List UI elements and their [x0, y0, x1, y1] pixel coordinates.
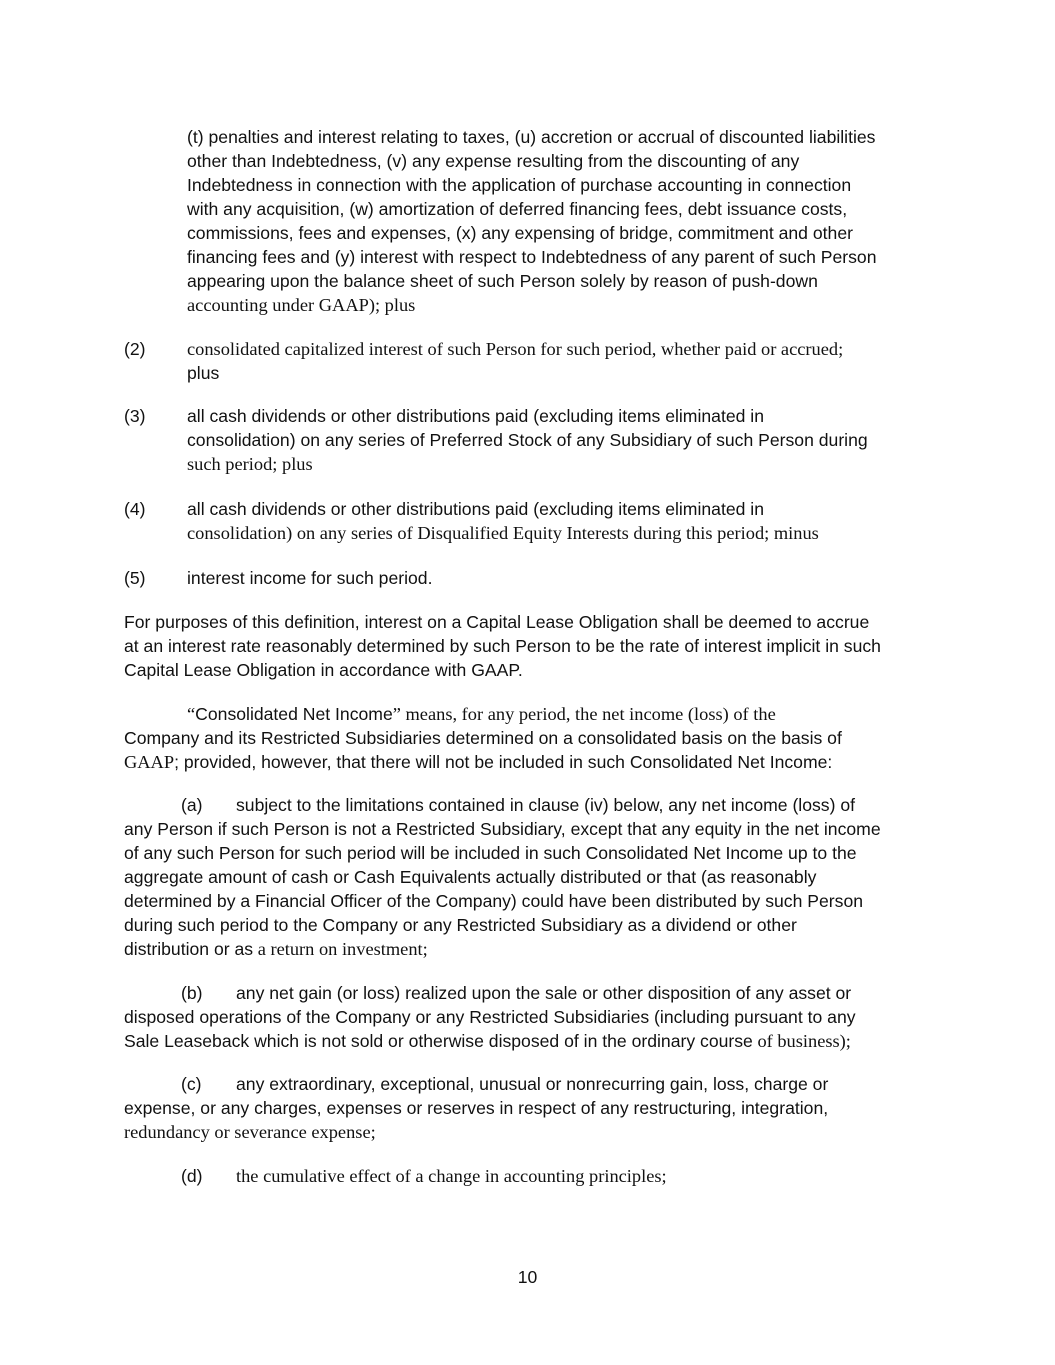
- definition-line: Company and its Restricted Subsidiaries determined on a consolidated basis on the basis of: [124, 728, 842, 748]
- clause-text: a return on investment;: [253, 939, 428, 959]
- definition-text: GAAP: [124, 752, 175, 772]
- defined-term: Consolidated Net Income: [195, 704, 393, 724]
- paragraph-line: financing fees and (y) interest with respect to Indebtedness of any parent of such Person: [187, 247, 877, 267]
- item-line: all cash dividends or other distributions paid (excluding items eliminated in: [187, 406, 764, 426]
- clause-label: (c): [181, 1074, 202, 1094]
- paragraph-line: with any acquisition, (w) amortization of deferred financing fees, debt issuance costs,: [187, 199, 848, 219]
- item-number: (2): [124, 339, 146, 359]
- definition-line: [124, 702, 842, 726]
- item-line: such period; plus: [187, 454, 313, 474]
- clause-line: [124, 937, 881, 961]
- clause-line: any Person if such Person is not a Restricted Subsidiary, except that any equity in the net income: [124, 819, 881, 839]
- clause-line: during such period to the Company or any Restricted Subsidiary as a dividend or other: [124, 915, 797, 935]
- list-item: [187, 404, 868, 476]
- definition-text: ; provided, however, that there will not be included in such Consolidated Net Income:: [174, 752, 833, 772]
- paragraph-line: commissions, fees and expenses, (x) any expensing of bridge, commitment and other: [187, 223, 853, 243]
- paragraph-line: (t) penalties and interest relating to taxes, (u) accretion or accrual of discounted liabilities: [187, 127, 876, 147]
- clause-text: the cumulative effect of a change in accounting principles;: [236, 1166, 667, 1186]
- clause-text: any extraordinary, exceptional, unusual or nonrecurring gain, loss, charge or: [236, 1074, 829, 1094]
- clause-a: [124, 793, 881, 961]
- paragraph-line: appearing upon the balance sheet of such Person solely by reason of push-down: [187, 271, 818, 291]
- definition-text: ” means, for any period, the net income (loss) of the: [392, 704, 776, 724]
- purposes-paragraph: [124, 610, 881, 682]
- clause-b: [124, 981, 856, 1053]
- definition-line: [124, 750, 842, 774]
- paragraph-line: For purposes of this definition, interest on a Capital Lease Obligation shall be deemed to accrue: [124, 612, 870, 632]
- clause-c: [124, 1072, 828, 1144]
- paragraph-line: at an interest rate reasonably determined by such Person to be the rate of interest implicit in such: [124, 636, 881, 656]
- clause-line: determined by a Financial Officer of the Company) could have been distributed by such Person: [124, 891, 864, 911]
- clause-line: expense, or any charges, expenses or reserves in respect of any restructuring, integration,: [124, 1098, 829, 1118]
- clause-text: Sale Leaseback which is not sold or otherwise disposed of in the ordinary course: [124, 1031, 753, 1051]
- clause-line: [124, 981, 856, 1005]
- clause-text: distribution or as: [124, 939, 254, 959]
- clause-line: [124, 1029, 856, 1053]
- continuation-paragraph: [187, 125, 877, 317]
- clause-label: (d): [181, 1166, 203, 1186]
- list-item: [187, 566, 432, 590]
- page-number: 10: [517, 1267, 538, 1287]
- item-line: consolidation) on any series of Preferred Stock of any Subsidiary of such Person during: [187, 430, 868, 450]
- clause-label: (b): [181, 983, 203, 1003]
- clause-d: [124, 1164, 667, 1188]
- definition-paragraph: [124, 702, 842, 774]
- paragraph-line: Capital Lease Obligation in accordance with GAAP.: [124, 660, 523, 680]
- list-item: [187, 337, 843, 385]
- clause-label: (a): [181, 795, 203, 815]
- clause-line: [124, 1072, 828, 1096]
- paragraph-line: Indebtedness in connection with the application of purchase accounting in connection: [187, 175, 852, 195]
- list-item: [187, 497, 819, 545]
- item-line: consolidation) on any series of Disqualified Equity Interests during this period; minus: [187, 523, 819, 543]
- open-quote: “: [187, 704, 196, 724]
- item-line: plus: [187, 363, 220, 383]
- item-number: (3): [124, 406, 146, 426]
- clause-line: redundancy or severance expense;: [124, 1122, 376, 1142]
- clause-line: [124, 793, 881, 817]
- clause-line: [124, 1164, 667, 1188]
- paragraph-line: accounting under GAAP); plus: [187, 295, 416, 315]
- item-line: consolidated capitalized interest of such Person for such period, whether paid or accrued;: [187, 339, 844, 359]
- clause-text: of business);: [752, 1031, 851, 1051]
- item-line: interest income for such period.: [187, 568, 433, 588]
- clause-line: of any such Person for such period will be included in such Consolidated Net Income up to the: [124, 843, 857, 863]
- clause-line: aggregate amount of cash or Cash Equivalents actually distributed or that (as reasonably: [124, 867, 817, 887]
- clause-text: any net gain (or loss) realized upon the sale or other disposition of any asset or: [236, 983, 852, 1003]
- clause-text: subject to the limitations contained in clause (iv) below, any net income (loss) of: [236, 795, 856, 815]
- item-number: (5): [124, 568, 146, 588]
- clause-line: disposed operations of the Company or any Restricted Subsidiaries (including pursuant to any: [124, 1007, 856, 1027]
- item-line: all cash dividends or other distributions paid (excluding items eliminated in: [187, 499, 764, 519]
- paragraph-line: other than Indebtedness, (v) any expense resulting from the discounting of any: [187, 151, 800, 171]
- item-number: (4): [124, 499, 146, 519]
